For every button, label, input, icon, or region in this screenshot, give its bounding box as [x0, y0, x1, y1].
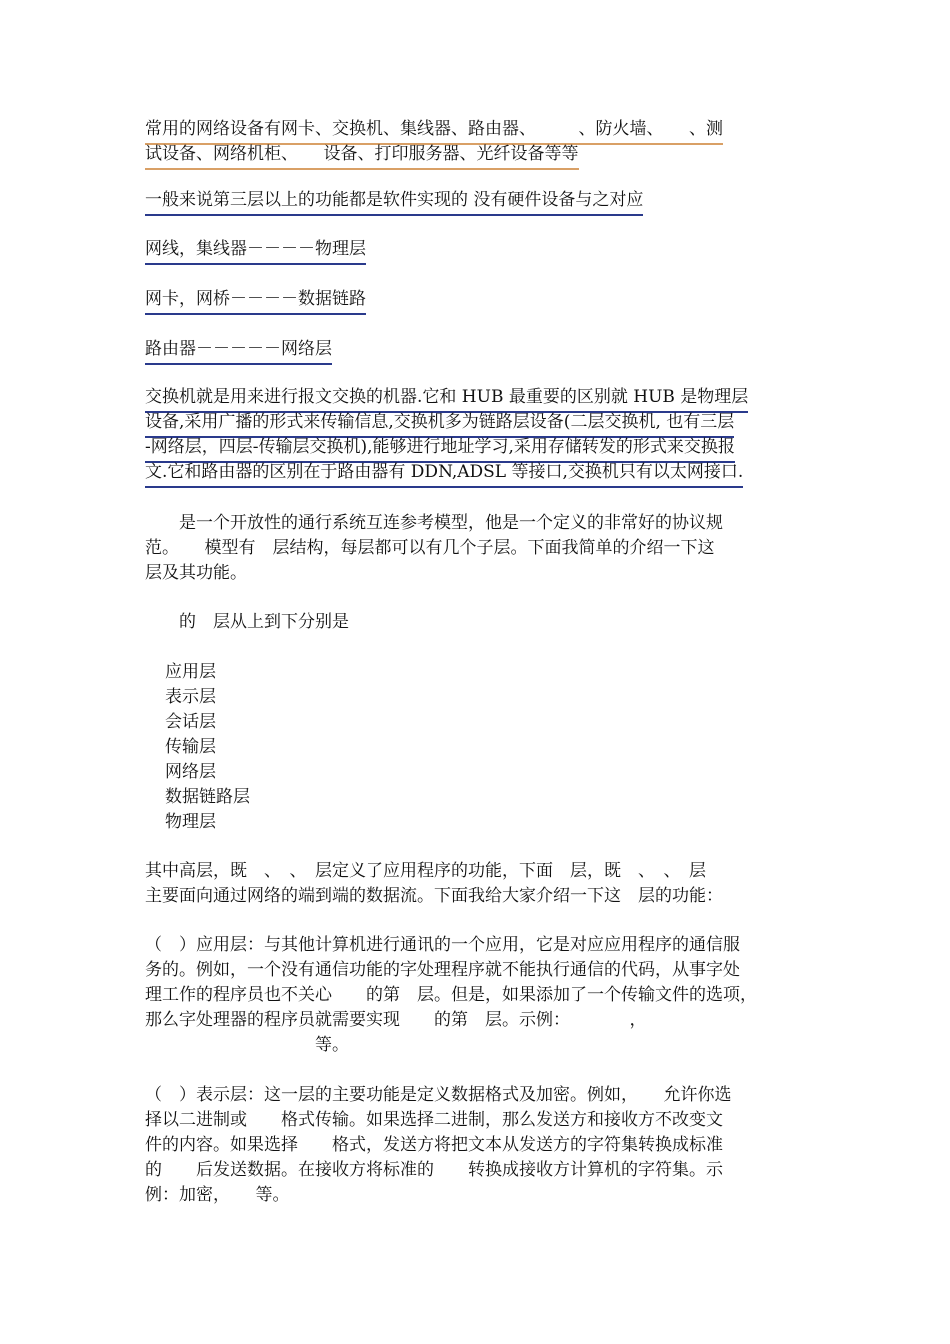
switch-paragraph [145, 385, 810, 485]
intro-line-2: 试设备、网络机柜、 设备、打印服务器、光纤设备等等 [145, 142, 579, 170]
switch-line: 设备,采用广播的形式来传输信息,交换机多为链路层设备(二层交换机, 也有三层 [145, 410, 734, 438]
pres-layer-line: 例：加密， 等。 [145, 1185, 290, 1205]
intro-line-1: 常用的网络设备有网卡、交换机、集线器、路由器、 、防火墙、 、测 [145, 117, 723, 145]
switch-line: 交换机就是用来进行报文交换的机器.它和 HUB 最重要的区别就 HUB 是物理层 [145, 385, 748, 413]
mapping-physical [145, 237, 810, 262]
layer-note-text: 一般来说第三层以上的功能都是软件实现的 没有硬件设备与之对应 [145, 188, 643, 216]
presentation-layer-paragraph [145, 1083, 810, 1208]
pres-layer-line: 的 后发送数据。在接收方将标准的 转换成接收方计算机的字符集。示 [145, 1160, 723, 1180]
app-layer-line: （ ）应用层：与其他计算机进行通讯的一个应用，它是对应应用程序的通信服 [145, 935, 740, 955]
app-layer-line: 那么字处理器的程序员就需要实现 的第 层。示例： ， [145, 1010, 647, 1030]
switch-line: -网络层，四层-传输层交换机),能够进行地址学习,采用存储转发的形式来交换报 [145, 435, 735, 463]
layers-list [165, 660, 830, 835]
mapping-datalink [145, 287, 810, 312]
app-layer-line: 务的。例如，一个没有通信功能的字处理程序就不能执行通信的代码，从事字处 [145, 960, 740, 980]
pres-layer-line: 件的内容。如果选择 格式，发送方将把文本从发送方的字符集转换成标准 [145, 1135, 723, 1155]
layer-item: 物理层 [165, 812, 216, 832]
layer-item: 表示层 [165, 687, 216, 707]
mapping-line: 网线，集线器－－－－物理层 [145, 237, 366, 265]
layer-item: 传输层 [165, 737, 216, 757]
layer-item: 数据链路层 [165, 787, 250, 807]
high-low-line: 主要面向通过网络的端到端的数据流。下面我给大家介绍一下这 层的功能： [145, 886, 723, 906]
pres-layer-line: 择以二进制或 格式传输。如果选择二进制，那么发送方和接收方不改变文 [145, 1110, 723, 1130]
layer-item: 会话层 [165, 712, 216, 732]
high-low-line: 其中高层，既 、 、 层定义了应用程序的功能，下面 层，既 、 、 层 [145, 861, 706, 881]
mapping-line: 路由器－－－－－网络层 [145, 337, 332, 365]
switch-line: 文.它和路由器的区别在于路由器有 DDN,ADSL 等接口,交换机只有以太网接口. [145, 460, 743, 488]
osi-intro-line: 是一个开放性的通行系统互连参考模型，他是一个定义的非常好的协议规 [145, 513, 723, 533]
app-layer-line: 理工作的程序员也不关心 的第 层。但是，如果添加了一个传输文件的选项， [145, 985, 757, 1005]
application-layer-paragraph [145, 933, 810, 1058]
layers-heading-text: 的 层从上到下分别是 [145, 612, 349, 632]
high-low-paragraph [145, 859, 810, 909]
mapping-network [145, 337, 810, 362]
osi-intro-line: 范。 模型有 层结构，每层都可以有几个子层。下面我简单的介绍一下这 [145, 538, 715, 558]
intro-paragraph [145, 117, 810, 167]
layer-item: 网络层 [165, 762, 216, 782]
osi-intro-line: 层及其功能。 [145, 563, 247, 583]
layer-note [145, 188, 810, 213]
app-layer-line: 等。 [145, 1035, 349, 1055]
layer-item: 应用层 [165, 662, 216, 682]
pres-layer-line: （ ）表示层：这一层的主要功能是定义数据格式及加密。例如， 允许你选 [145, 1085, 732, 1105]
mapping-line: 网卡，网桥－－－－数据链路 [145, 287, 366, 315]
layers-heading [145, 610, 810, 635]
osi-intro-paragraph [145, 511, 810, 586]
